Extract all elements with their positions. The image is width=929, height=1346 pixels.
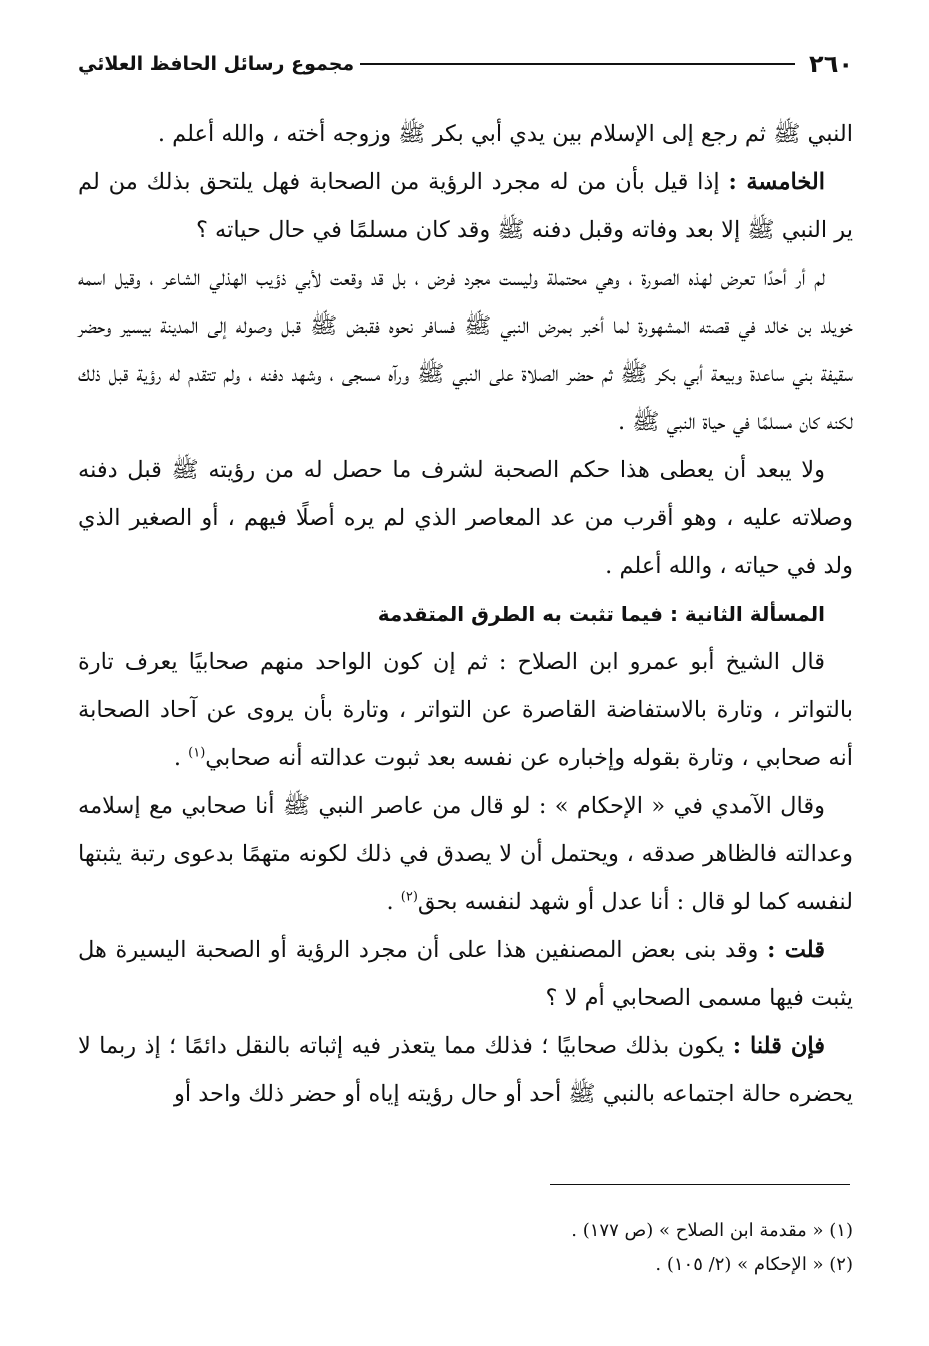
footnote: (١) « مقدمة ابن الصلاح » (ص ١٧٧) . (571, 1220, 853, 1241)
paragraph (78, 782, 853, 926)
paragraph (78, 926, 853, 1022)
running-title: مجموع رسائل الحافظ العلائي (78, 53, 355, 75)
page-number: ٢٦٠ (809, 50, 853, 78)
header-rule (360, 63, 795, 65)
footnote-ref[interactable]: (١) (188, 745, 206, 761)
paragraph-text: لم أر أحدًا تعرض لهذه الصورة ، وهي محتملة وليست مجرد فرض ، بل قد وقعت لأبي ذؤيب الهذلي الشاعر ، وقيل اسمه خويلد بن خالد في قصته المشهورة لما أخبر بمرض النبي ﷺ فسافر نحوه فقبض ﷺ قبل وصوله إلى المدينة بيسير وحضر سقيفة بني ساعدة وبيعة أبي بكر ﷺ ثم حضر الصلاة على النبي ﷺ ورآه مسجى ، وشهد دفنه ، ولم تتقدم له رؤية قبل ذلك لكنه كان مسلمًا في حياة النبي ﷺ . (78, 265, 853, 435)
paragraph (78, 446, 853, 590)
paragraph-text: وقال الآمدي في « الإحكام » : لو قال من عاصر النبي ﷺ أنا صحابي مع إسلامه وعدالته فالظاهر صدقه ، ويحتمل أن لا يصدق في ذلك لكونه متهمًا بدعوى رتبة يثبتها لنفسه كما لو قال : أنا عدل أو شهد لنفسه بحق (78, 793, 853, 915)
paragraph-text: ولا يبعد أن يعطى هذا حكم الصحبة لشرف ما حصل له من رؤيته ﷺ قبل دفنه وصلاته عليه ، وهو أقرب من عد المعاصر الذي لم يره أصلًا فيهم ، أو الصغير الذي ولد في حياته ، والله أعلم . (78, 457, 853, 579)
paragraph (78, 638, 853, 782)
main-text (78, 110, 853, 1118)
paragraph (78, 158, 853, 254)
paragraph-text: النبي ﷺ ثم رجع إلى الإسلام بين يدي أبي بكر ﷺ وزوجه أخته ، والله أعلم . (157, 121, 853, 147)
paragraph-lead: الخامسة : (728, 169, 826, 195)
footnote-rule (550, 1184, 850, 1185)
paragraph (78, 254, 853, 446)
paragraph (78, 110, 853, 158)
section-heading: المسألة الثانية : فيما تثبت به الطرق المتقدمة (377, 602, 825, 626)
paragraph-lead: فإن قلنا : (732, 1033, 825, 1059)
paragraph-lead: قلت : (767, 937, 826, 963)
paragraph-text: يكون بذلك صحابيًا ؛ فذلك مما يتعذر فيه إثباته بالنقل دائمًا ؛ إذ ربما لا يحضره حالة اجتماعه بالنبي ﷺ أحد أو حال رؤيته إياه أو حضر ذلك واحد أو (78, 1033, 853, 1107)
footnotes (78, 1214, 853, 1282)
paragraph-text: إذا قيل بأن من له مجرد الرؤية من الصحابة فهل يلتحق بذلك من لم ير النبي ﷺ إلا بعد وفاته وقبل دفنه ﷺ وقد كان مسلمًا في حال حياته ؟ (78, 169, 853, 243)
paragraph (78, 1022, 853, 1118)
paragraph-text: قال الشيخ أبو عمرو ابن الصلاح : ثم إن كون الواحد منهم صحابيًا يعرف تارة بالتواتر ، وتارة بالاستفاضة القاصرة عن التواتر ، وتارة بأن يروى عن آحاد الصحابة أنه صحابي ، وتارة بقوله وإخباره عن نفسه بعد ثبوت عدالته أنه صحابي (78, 649, 853, 771)
page-header (78, 44, 853, 84)
paragraph-text: وقد بنى بعض المصنفين هذا على أن مجرد الرؤية أو الصحبة اليسيرة هل يثبت فيها مسمى الصحابي أم لا ؟ (78, 937, 853, 1011)
paragraph-tail: . (386, 889, 401, 915)
footnote-ref[interactable]: (٢) (400, 889, 418, 905)
footnote: (٢) « الإحكام » (٢/ ١٠٥) . (655, 1254, 853, 1275)
paragraph-tail: . (173, 745, 189, 771)
